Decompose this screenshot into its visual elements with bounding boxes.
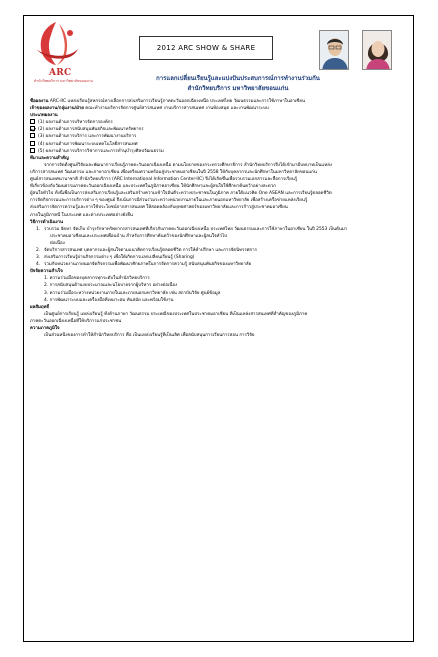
portrait-female-icon bbox=[363, 31, 392, 70]
background-paragraph bbox=[30, 162, 408, 219]
owner-row bbox=[30, 105, 408, 112]
person-photo-male bbox=[319, 30, 349, 70]
document-page bbox=[23, 15, 414, 642]
paragraph-line: ผู้สนใจทั่วไป ทั้งนี้เพื่อเป็นการส่งเสริมการเรียนรู้และเสริมสร้างความเข้าใจอันดีระหว่างประชาชนในภูมิภาค ภายใต้แนวคิด One ASEAN และการเรียนรู้ตลอดชีวิต bbox=[30, 191, 332, 197]
person-photo-female bbox=[362, 30, 392, 70]
method-item bbox=[30, 247, 408, 254]
result-heading: ผลสัมฤทธิ์ bbox=[30, 304, 50, 310]
document-body bbox=[30, 98, 408, 339]
checkbox[interactable] bbox=[30, 148, 35, 153]
paragraph-line: ที่เกี่ยวข้องกับวัฒนธรรมภาคตะวันออกเฉียงเหนือ และประเทศในภูมิภาคอาเซียน ให้นักศึกษาและผู้สนใจใช้ศึกษาค้นคว้าอย่างสะดวก bbox=[30, 184, 276, 190]
checkbox-checked[interactable] bbox=[30, 126, 35, 131]
paragraph-line: จากการจัดตั้งศูนย์วิจัยและพัฒนาการเรียนรู้ภาคตะวันออกเฉียงเหนือ ตามนโยบายของกระทรวงศึกษาธิการ สำนักวิทยบริการจึงได้เข้ามามีบทบาทเป็นแหล่ง bbox=[44, 162, 332, 168]
type-option[interactable] bbox=[30, 141, 408, 148]
paragraph-line: ภายในภูมิภาคนี้ ในประเทศ และต่างประเทศอย่างยั่งยืน bbox=[30, 212, 133, 218]
method-text: รวบรวม จัดหา จัดเก็บ บำรุงรักษาทรัพยากรสารสนเทศที่เกี่ยวกับภาคตะวันออกเฉียงเหนือ ประเทศไทย วัฒนธรรมและการใช้ภาษาในอาเซียน ในปี 2553 เป็นต้นมา bbox=[44, 226, 348, 232]
type-list bbox=[30, 119, 408, 154]
method-item-continued: ประชาคมอาเซียนและประเทศเพื่อนบ้าน สำหรับการศึกษาค้นคว้าของนักศึกษาและผู้สนใจทั่วไป bbox=[50, 233, 227, 239]
type-option[interactable] bbox=[30, 148, 408, 155]
background-heading: ที่มาและความสำคัญ bbox=[30, 155, 69, 161]
document-title bbox=[73, 74, 403, 94]
paragraph-line: เป็นส่วนหนึ่งของการทำให้สำนักวิทยบริการ คือ เป็นแหล่งเรียนรู้ที่เป็นเลิศ เพื่อสนับสนุนการเรียนการสอน การวิจัย bbox=[44, 333, 255, 339]
title-line-1: การแลกเปลี่ยนเรียนรู้และแบ่งปันประสบการณ์การทำงานร่วมกัน bbox=[156, 75, 320, 82]
project-text: ARC-IIC แหล่งเรียนรู้สหกรณ์ทางเลือกการส่งเสริมการเรียนรู้ภาคตะวันออกเฉียงเหนือ ประเทศไทย วัฒนธรรมและการใช้ภาษาในอาเซียน bbox=[49, 99, 305, 104]
project-row bbox=[30, 98, 408, 105]
title-line-2: สำนักวิทยบริการ มหาวิทยาลัยขอนแก่น bbox=[187, 85, 289, 92]
logo-subtitle: สำนักวิทยบริการ มหาวิทยาลัยขอนแก่น bbox=[34, 79, 93, 83]
paragraph-line: ส่งเสริมการจัดการความรู้และการใช้ประโยชน์จากสารสนเทศ ให้สอดคล้องกับยุทธศาสตร์ของมหาวิทยาลัยและการก้าวสู่ประชาคมอาเซียน bbox=[30, 205, 288, 211]
paragraph-line: ภาคตะวันออกเฉียงเหนือที่ให้บริการแก่ประชาชน bbox=[30, 318, 122, 324]
success-list bbox=[30, 275, 408, 303]
method-number: 4. bbox=[36, 262, 41, 268]
method-number: 1. bbox=[36, 226, 41, 232]
paragraph-line: บริการสารสนเทศ วัฒนธรรม และภาษาอาเซียน เพื่อเตรียมความพร้อมสู่ประชาคมอาเซียนในปี 2558 ให้กับบุคลากรและนักศึกษาในมหาวิทยาลัยขอนแก่น bbox=[30, 169, 317, 175]
logo-text: ARC bbox=[49, 68, 72, 78]
type-option[interactable] bbox=[30, 133, 408, 140]
success-item: 2. การสนับสนุนด้านงบประมาณและนโยบายจากผู้บริหาร อย่างต่อเนื่อง bbox=[44, 283, 178, 289]
result-paragraph bbox=[30, 311, 408, 325]
success-heading: ปัจจัยความสำเร็จ bbox=[30, 269, 63, 275]
owner-text: คณะทำงานบริหารจัดการศูนย์สารสนเทศ งานบริการสารสนเทศ งานห้องสมุด และงานพัฒนาระบบ bbox=[85, 106, 269, 112]
paragraph-line: ศูนย์สารสนเทศนานาชาติ สำนักวิทยบริการ (ARC International Information Center-IIC) จึงได้เกิดขึ้นเพื่อรวบรวมเอกสารและสื่อการเรียนรู้ bbox=[30, 177, 298, 183]
method-text: จัดบริการสารสนเทศ บุคลากรและผู้สนใจตามแนวคิดการเรียนรู้ตลอดชีวิต การให้คำปรึกษา และการจัดนิทรรศการ bbox=[44, 247, 257, 253]
type-option-label: (4) ผลงานด้านการพัฒนาระบบเทคโนโลยีสารสนเทศ bbox=[38, 141, 138, 147]
success-item: 3. ความร่วมมือระหว่างหน่วยงานภายในและภายนอกมหาวิทยาลัย เช่น สถาบันวิจัย ศูนย์ข้อมูล bbox=[44, 290, 221, 296]
type-option-label: (5) ผลงานด้านการบริการวิชาการและการทำนุบำรุงศิลปวัฒนธรรม bbox=[38, 148, 164, 154]
method-list bbox=[30, 226, 408, 269]
checkbox[interactable] bbox=[30, 133, 35, 138]
method-text: ร่วมกับหน่วยงานภายนอกจัดกิจกรรมเพื่อพัฒนาศักยภาพในการจัดการความรู้ สนับสนุนพันธกิจของมหาวิทยาลัย bbox=[44, 262, 252, 268]
method-text: ส่งเสริมการเรียนรู้ผ่านกิจกรรมต่าง ๆ เพื่อให้เกิดการแลกเปลี่ยนเรียนรู้ (Sharing) bbox=[44, 255, 195, 261]
type-option-label: (1) ผลงานด้านการบริหารจัดการองค์กร bbox=[38, 120, 113, 126]
owner-label: เจ้าของผลงาน/กลุ่มงาน/ฝ่าย bbox=[30, 106, 84, 112]
method-heading: วิธีการดำเนินงาน bbox=[30, 219, 64, 225]
success-item: 4. การพัฒนาระบบและเครื่องมือที่เหมาะสม ทันสมัย และพร้อมใช้งาน bbox=[44, 297, 174, 303]
lesson-paragraph bbox=[30, 332, 408, 339]
lesson-heading: ความภาคภูมิใจ bbox=[30, 326, 60, 331]
type-option[interactable] bbox=[30, 119, 408, 126]
method-item bbox=[30, 226, 408, 233]
method-item bbox=[30, 254, 408, 261]
success-item: 1. ความร่วมมือของบุคลากรทุกระดับในสำนักวิทยบริการ bbox=[44, 276, 150, 282]
type-label: ประเภทผลงาน bbox=[30, 113, 58, 119]
type-option-label: (2) ผลงานด้านการสนับสนุนพันธกิจและพัฒนาทรัพยากร bbox=[38, 127, 144, 133]
event-banner: 2012 ARC SHOW & SHARE bbox=[139, 36, 273, 60]
project-label: ชื่อผลงาน bbox=[30, 99, 49, 104]
type-option-label: (3) ผลงานด้านการบริการ และการพัฒนางานบริการ bbox=[38, 134, 137, 140]
arc-logo-icon bbox=[26, 19, 86, 69]
checkbox[interactable] bbox=[30, 119, 35, 124]
type-option[interactable] bbox=[30, 126, 408, 133]
paragraph-line: การจัดกิจกรรมและการบริการต่าง ๆ ของศูนย์ จึงเน้นการมีส่วนร่วมระหว่างหน่วยงานภายในและภายนอกมหาวิทยาลัย เพื่อสร้างเครือข่ายแหล่งเรียนรู้ bbox=[30, 198, 308, 204]
method-item-continued: ต่อเนื่อง bbox=[50, 240, 65, 246]
paragraph-line: เป็นศูนย์การเรียนรู้ แหล่งเรียนรู้ ทั้งด้านภาษา วัฒนธรรม ประเพณีของประเทศในประชาคมอาเซียน ที่เป็นแหล่งสารสนเทศที่สำคัญของภูมิภาค bbox=[44, 311, 308, 317]
method-number: 2. bbox=[36, 247, 41, 253]
method-item bbox=[30, 261, 408, 268]
checkbox[interactable] bbox=[30, 141, 35, 146]
method-number: 3. bbox=[36, 255, 41, 261]
portrait-male-icon bbox=[320, 31, 349, 70]
